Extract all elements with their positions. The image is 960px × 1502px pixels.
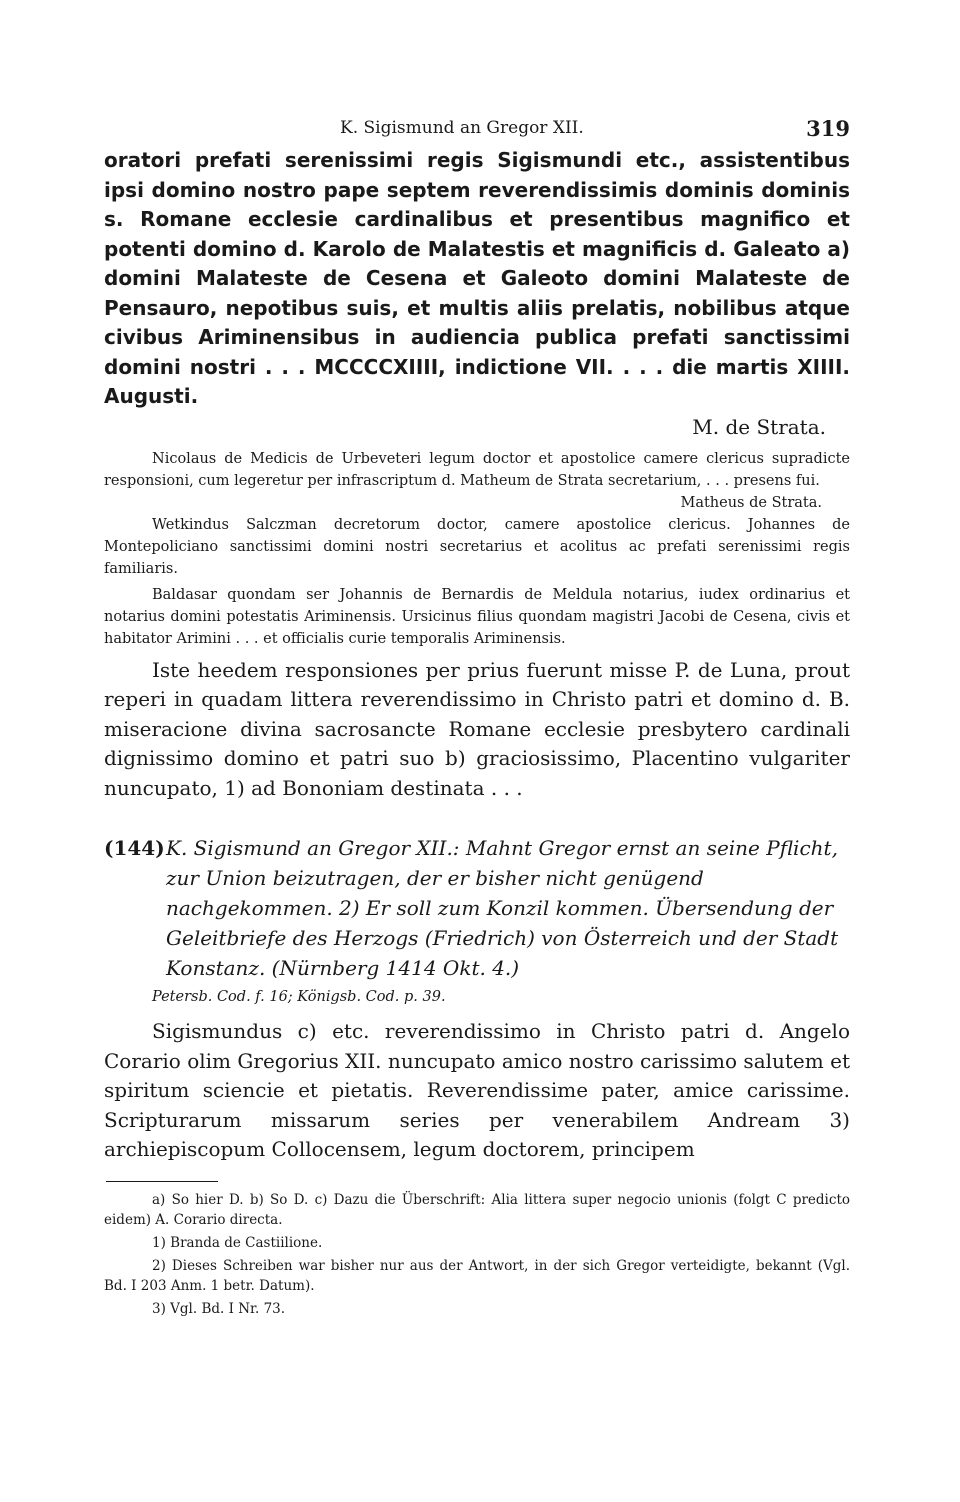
document-number: (144): [104, 836, 165, 860]
top-paragraph: oratori prefati serenissimi regis Sigismundi etc., assistentibus ipsi domino nostro pape septem reverendissimis dominis dominis s. Romane ecclesie cardinalibus et presentibus magnifico et potenti domino d. Karolo de Malatestis et magnificis d. Galeato a) domini Malateste de Cesena et Galeoto domini Malateste de Pensauro, nepotibus suis, et multis aliis prelatis, nobilibus atque civibus Ariminensibus in audiencia publica prefati sanctissimi domini nostri . . . MCCCCXIIII, indictione VII. . . . die martis XIIII. Augusti.: [104, 148, 850, 408]
subscription-baldasar: [104, 584, 850, 650]
book-page: [104, 112, 850, 1322]
footnote-divider: [106, 1181, 218, 1182]
subscription-signature: Matheus de Strata.: [680, 494, 822, 511]
paragraph-iste: Iste heedem responsiones per prius fuerunt misse P. de Luna, prout reperi in quadam littera reverendissimo in Christo patri et domino d. B. miseracione divina sacrosancte Romane ecclesie presbytero cardinali dignissimo domino et patri suo b) graciosissimo, Placentino vulgariter nuncupato, 1) ad Bononiam destinata . . .: [104, 657, 850, 800]
subscription-nicolaus: [104, 448, 850, 511]
document-body: Sigismundus c) etc. reverendissimo in Christo patri d. Angelo Corario olim Gregorius XII. nuncupato amico nostro carissimo salutem et spiritum sciencie et pietatis. Reverendissime pater, amice carissime. Scripturarum missarum series per venerabilem Andream 3) archiepiscopum Collocensem, legum doctorem, principem: [104, 1019, 850, 1161]
footnote-2: 2) Dieses Schreiben war bisher nur aus der Antwort, in der sich Gregor verteidigte, bekannt (Vgl. Bd. I 203 Anm. 1 betr. Datum).: [104, 1257, 850, 1294]
subscription-wetkindus: [104, 514, 850, 580]
footnote-3: 3) Vgl. Bd. I Nr. 73.: [152, 1300, 286, 1317]
document-heading: [104, 833, 850, 983]
footnote-1: 1) Branda de Castiilione.: [152, 1234, 323, 1251]
subscription-text: Baldasar quondam ser Johannis de Bernardis de Meldula notarius, iudex ordinarius et notarius domini potestatis Ariminensis. Ursicinus filius quondam magistri Jacobi de Cesena, civis et habitator Arimini . . . et officialis curie temporalis Ariminensis.: [104, 586, 850, 647]
page-number: 319: [806, 116, 850, 141]
document-summary: K. Sigismund an Gregor XII.: Mahnt Gregor ernst an seine Pflicht, zur Union beizutragen, der er bisher nicht genügend nachgekommen. 2) Er soll zum Konzil kommen. Übersendung der Geleitbriefe des Herzogs (Friedrich) von Österreich und der Stadt Konstanz. (Nürnberg 1414 Okt. 4.): [166, 836, 839, 980]
footnote-letters: a) So hier D. b) So D. c) Dazu die Überschrift: Alia littera super negocio unionis (folgt C predicto eidem) A. Corario directa.: [104, 1191, 850, 1228]
footnotes-block: [104, 1190, 850, 1319]
page-header: [104, 112, 850, 146]
signature-top: M. de Strata.: [692, 414, 826, 439]
running-title: K. Sigismund an Gregor XII.: [340, 118, 584, 138]
subscription-text: Wetkindus Salczman decretorum doctor, camere apostolice clericus. Johannes de Montepoliciano sanctissimi domini nostri secretarius et acolitus ac prefati serenissimi regis familiaris.: [104, 516, 850, 577]
manuscript-sources: Petersb. Cod. f. 16; Königsb. Cod. p. 39.: [152, 989, 446, 1005]
subscriptions-block: [104, 448, 850, 650]
subscription-text: Nicolaus de Medicis de Urbeveteri legum doctor et apostolice camere clericus supradicte responsioni, cum legeretur per infrascriptum d. Matheum de Strata secretarium, . . . presens fui.: [104, 450, 850, 489]
